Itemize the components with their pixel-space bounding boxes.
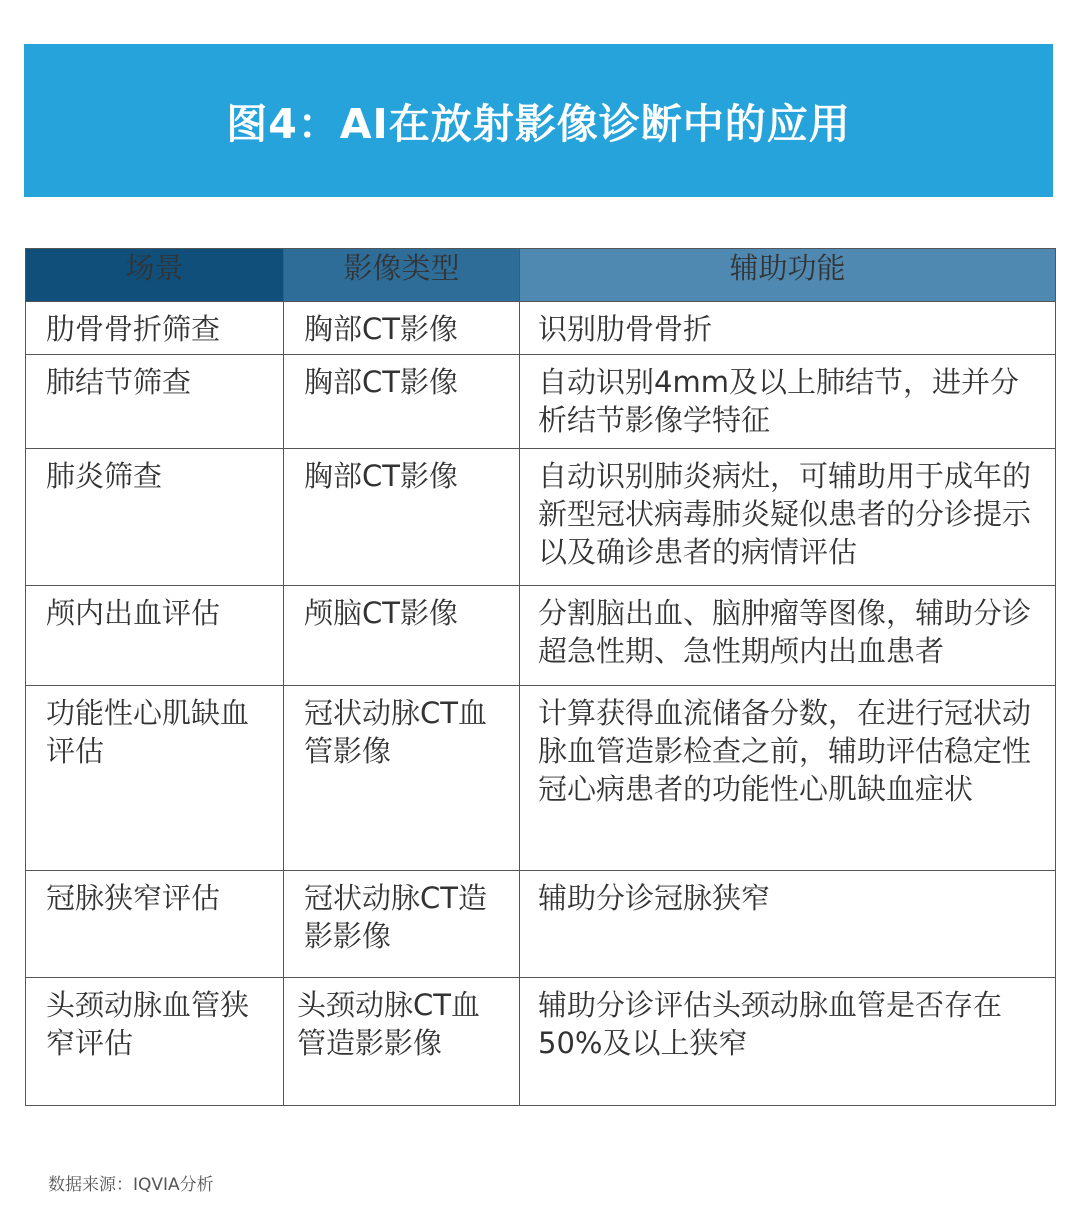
- function-cell: 辅助分诊评估头颈动脉血管是否存在50%及以上狭窄: [520, 978, 1056, 1106]
- scene-cell: 肺炎筛查: [26, 449, 284, 586]
- source-note: 数据来源：IQVIA分析: [48, 1175, 214, 1195]
- image-type-cell: 胸部CT影像: [284, 449, 520, 586]
- header-function: 辅助功能: [520, 249, 1056, 302]
- scene-cell: 颅内出血评估: [26, 586, 284, 686]
- image-type-cell: 头颈动脉CT血管造影影像: [284, 978, 520, 1106]
- function-cell: 辅助分诊冠脉狭窄: [520, 871, 1056, 978]
- scene-cell: 肋骨骨折筛查: [26, 302, 284, 355]
- scene-cell: 肺结节筛查: [26, 355, 284, 449]
- image-type-cell: 胸部CT影像: [284, 302, 520, 355]
- table-row: [26, 978, 1056, 1106]
- table-row: [26, 686, 1056, 871]
- table-row: [26, 871, 1056, 978]
- table-row: [26, 302, 1056, 355]
- image-type-cell: 胸部CT影像: [284, 355, 520, 449]
- image-type-cell: 颅脑CT影像: [284, 586, 520, 686]
- table-row: [26, 355, 1056, 449]
- application-table: [25, 248, 1056, 1106]
- function-cell: 分割脑出血、脑肿瘤等图像，辅助分诊超急性期、急性期颅内出血患者: [520, 586, 1056, 686]
- page-title: 图4：AI在放射影像诊断中的应用: [226, 100, 851, 148]
- table-header-row: [26, 249, 1056, 302]
- function-cell: 自动识别4mm及以上肺结节，进并分析结节影像学特征: [520, 355, 1056, 449]
- header-image-type: 影像类型: [284, 249, 520, 302]
- table-row: [26, 449, 1056, 586]
- function-cell: 自动识别肺炎病灶，可辅助用于成年的新型冠状病毒肺炎疑似患者的分诊提示以及确诊患者的病情评估: [520, 449, 1056, 586]
- title-banner: [24, 44, 1053, 197]
- table-row: [26, 586, 1056, 686]
- scene-cell: 冠脉狭窄评估: [26, 871, 284, 978]
- header-scene: 场景: [26, 249, 284, 302]
- scene-cell: 功能性心肌缺血评估: [26, 686, 284, 871]
- scene-cell: 头颈动脉血管狭窄评估: [26, 978, 284, 1106]
- image-type-cell: 冠状动脉CT血管影像: [284, 686, 520, 871]
- function-cell: 识别肋骨骨折: [520, 302, 1056, 355]
- function-cell: 计算获得血流储备分数，在进行冠状动脉血管造影检查之前，辅助评估稳定性冠心病患者的功能性心肌缺血症状: [520, 686, 1056, 871]
- image-type-cell: 冠状动脉CT造影影像: [284, 871, 520, 978]
